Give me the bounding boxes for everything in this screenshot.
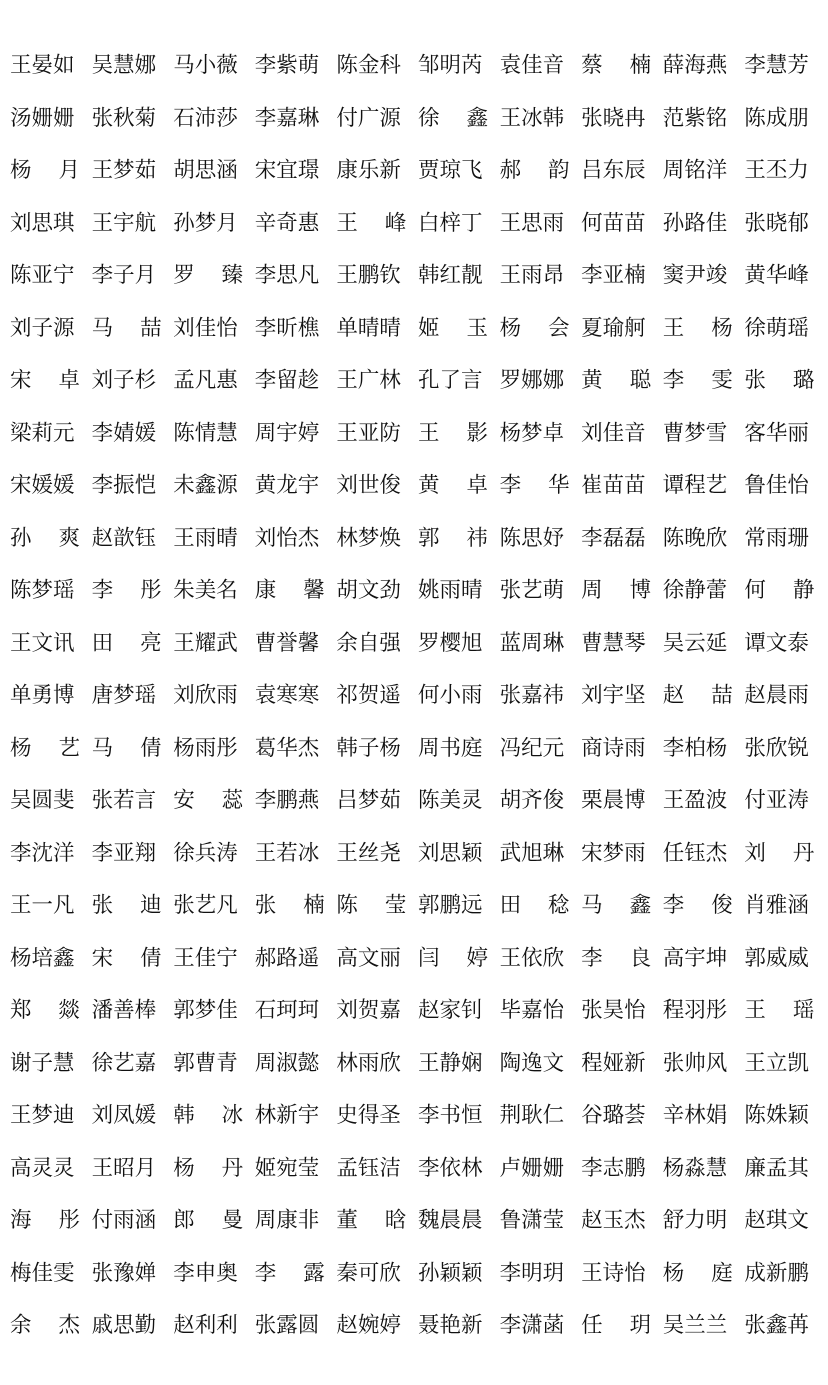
name-cell: 吕梦茹 <box>336 788 401 813</box>
name-cell: 李磊磊 <box>581 525 646 551</box>
name-cell: 陈晚欣 <box>662 525 728 551</box>
name-cell: 周康非 <box>254 1208 320 1233</box>
name-cell: 海彤 <box>10 1208 80 1233</box>
name-cell: 吴云延 <box>662 630 728 656</box>
name-cell: 孙梦月 <box>173 210 238 236</box>
name-cell: 陈梦瑶 <box>10 578 75 603</box>
name-cell: 白梓丁 <box>417 210 483 236</box>
name-cell: 郭梦佳 <box>173 998 238 1023</box>
name-cell: 刘子源 <box>10 315 75 341</box>
name-cell: 唐梦瑶 <box>91 683 157 708</box>
name-cell: 孟凡惠 <box>173 368 238 393</box>
name-cell: 辛奇惠 <box>254 210 320 236</box>
name-cell: 黄龙宇 <box>254 473 320 498</box>
name-cell: 谭文泰 <box>744 630 809 656</box>
name-cell: 闫婷 <box>417 945 488 971</box>
name-cell: 吴兰兰 <box>662 1313 728 1338</box>
name-cell: 李紫萌 <box>254 53 320 78</box>
name-cell: 徐艺嘉 <box>91 1050 157 1076</box>
name-cell: 罗娜娜 <box>499 368 565 393</box>
name-cell: 李亚楠 <box>581 263 646 288</box>
name-cell: 陈姝颖 <box>744 1103 809 1128</box>
name-cell: 聂艳新 <box>417 1313 483 1338</box>
name-cell: 王思雨 <box>499 210 565 236</box>
name-cell: 成新鹏 <box>744 1260 809 1286</box>
name-cell: 安蕊 <box>173 788 244 813</box>
name-cell: 郑燚 <box>10 998 80 1023</box>
name-cell: 卢姗姗 <box>499 1155 565 1181</box>
name-cell: 王佳宁 <box>173 945 238 971</box>
name-cell: 康乐新 <box>336 158 401 183</box>
name-cell: 李彤 <box>91 578 162 603</box>
name-cell: 梅佳雯 <box>10 1260 75 1286</box>
name-cell: 李婧媛 <box>91 420 157 446</box>
name-cell: 李露 <box>254 1260 325 1286</box>
name-cell: 宋卓 <box>10 368 80 393</box>
name-cell: 林梦焕 <box>336 525 401 551</box>
name-cell: 曹梦雪 <box>662 420 728 446</box>
name-cell: 王杨 <box>662 315 733 341</box>
name-cell: 李华 <box>499 473 570 498</box>
name-cell: 单勇博 <box>10 683 75 708</box>
name-cell: 李依林 <box>417 1155 483 1181</box>
name-cell: 李沈洋 <box>10 840 75 866</box>
name-cell: 王雨昂 <box>499 263 565 288</box>
name-cell: 张楠 <box>254 893 325 918</box>
name-cell: 孙颖颖 <box>417 1260 483 1286</box>
name-cell: 张豫婵 <box>91 1260 157 1286</box>
name-cell: 张秋菊 <box>91 105 157 131</box>
name-cell: 任玥 <box>581 1313 652 1338</box>
name-cell: 王若冰 <box>254 840 320 866</box>
name-cell: 姬玉 <box>417 315 488 341</box>
name-cell: 未鑫源 <box>173 473 238 498</box>
name-cell: 李鹏燕 <box>254 788 320 813</box>
name-cell: 吴圆斐 <box>10 788 75 813</box>
name-cell: 李思凡 <box>254 263 320 288</box>
name-cell: 薛海燕 <box>662 53 728 78</box>
name-cell: 戚思勤 <box>91 1313 157 1338</box>
name-cell: 付雨涵 <box>91 1208 157 1233</box>
name-cell: 赵歆钰 <box>91 525 157 551</box>
name-cell: 郝韵 <box>499 158 570 183</box>
name-cell: 徐兵涛 <box>173 840 238 866</box>
name-cell: 石沛莎 <box>173 105 238 131</box>
name-cell: 张露圆 <box>254 1313 320 1338</box>
name-cell: 张嘉祎 <box>499 683 565 708</box>
name-cell: 任钰杰 <box>662 840 728 866</box>
name-cell: 刘凤媛 <box>91 1103 157 1128</box>
name-cell: 舒力明 <box>662 1208 728 1233</box>
name-cell: 刘佳音 <box>581 420 646 446</box>
name-cell: 李潇菡 <box>499 1313 565 1338</box>
name-cell: 杨月 <box>10 158 80 183</box>
name-cell: 陶逸文 <box>499 1050 565 1076</box>
name-cell: 商诗雨 <box>581 735 646 761</box>
name-cell: 张晓郁 <box>744 210 809 236</box>
name-cell: 贾琼飞 <box>417 158 483 183</box>
name-cell: 陈美灵 <box>417 788 483 813</box>
name-cell: 郭曹青 <box>173 1050 238 1076</box>
name-cell: 张鑫苒 <box>744 1313 809 1338</box>
name-cell: 王瑶 <box>744 998 815 1023</box>
name-cell: 孔了言 <box>417 368 483 393</box>
name-cell: 杨梦卓 <box>499 420 565 446</box>
name-cell: 罗樱旭 <box>417 630 483 656</box>
name-cell: 姬宛莹 <box>254 1155 320 1181</box>
name-cell: 高文丽 <box>336 945 401 971</box>
name-cell: 邹明芮 <box>417 53 483 78</box>
name-cell: 李书恒 <box>417 1103 483 1128</box>
name-cell: 张若言 <box>91 788 157 813</box>
name-cell: 王亚防 <box>336 420 401 446</box>
name-cell: 王依欣 <box>499 945 565 971</box>
name-cell: 鲁潇莹 <box>499 1208 565 1233</box>
name-cell: 付亚涛 <box>744 788 809 813</box>
name-cell: 李亚翔 <box>91 840 157 866</box>
name-cell: 蓝周琳 <box>499 630 565 656</box>
name-cell: 王宇航 <box>91 210 157 236</box>
name-cell: 陈金科 <box>336 53 401 78</box>
name-cell: 张艺凡 <box>173 893 238 918</box>
name-cell: 刘贺嘉 <box>336 998 401 1023</box>
name-cell: 王广林 <box>336 368 401 393</box>
name-cell: 李慧芳 <box>744 53 809 78</box>
name-cell: 林雨欣 <box>336 1050 401 1076</box>
name-cell: 王盈波 <box>662 788 728 813</box>
name-cell: 陈莹 <box>336 893 407 918</box>
name-cell: 余杰 <box>10 1313 80 1338</box>
name-cell: 宋宜璟 <box>254 158 320 183</box>
name-cell: 朱美名 <box>173 578 238 603</box>
name-cell: 田亮 <box>91 630 162 656</box>
name-cell: 徐萌瑶 <box>744 315 809 341</box>
name-cell: 林新宇 <box>254 1103 320 1128</box>
name-cell: 李志鹏 <box>581 1155 646 1181</box>
name-cell: 李振恺 <box>91 473 157 498</box>
name-cell: 李柏杨 <box>662 735 728 761</box>
name-cell: 付广源 <box>336 105 401 131</box>
name-cell: 鲁佳怡 <box>744 473 809 498</box>
name-cell: 刘世俊 <box>336 473 401 498</box>
name-cell: 肖雅涵 <box>744 893 809 918</box>
name-cell: 马小薇 <box>173 53 238 78</box>
name-cell: 周淑懿 <box>254 1050 320 1076</box>
name-cell: 栗晨博 <box>581 788 646 813</box>
name-cell: 刘怡杰 <box>254 525 320 551</box>
name-cell: 孙路佳 <box>662 210 728 236</box>
name-cell: 王梦迪 <box>10 1103 75 1128</box>
name-cell: 祁贺遥 <box>336 683 401 708</box>
name-cell: 王诗怡 <box>581 1260 646 1286</box>
name-cell: 周博 <box>581 578 652 603</box>
name-cell: 黄卓 <box>417 473 488 498</box>
name-cell: 马倩 <box>91 735 162 761</box>
name-cell: 徐鑫 <box>417 105 488 131</box>
name-cell: 史得圣 <box>336 1103 401 1128</box>
name-cell: 王静娴 <box>417 1050 483 1076</box>
name-cell: 刘思颖 <box>417 840 483 866</box>
name-cell: 王一凡 <box>10 893 75 918</box>
name-cell: 杨艺 <box>10 735 80 761</box>
name-cell: 谷璐荟 <box>581 1103 646 1128</box>
name-cell: 张艺萌 <box>499 578 565 603</box>
name-cell: 王丝尧 <box>336 840 401 866</box>
name-cell: 程娅新 <box>581 1050 646 1076</box>
name-cell: 刘丹 <box>744 840 815 866</box>
name-cell: 李良 <box>581 945 652 971</box>
name-cell: 魏晨晨 <box>417 1208 483 1233</box>
name-cell: 杨丹 <box>173 1155 244 1181</box>
name-cell: 罗臻 <box>173 263 244 288</box>
name-cell: 余自强 <box>336 630 401 656</box>
name-cell: 郎曼 <box>173 1208 244 1233</box>
name-cell: 李雯 <box>662 368 733 393</box>
name-cell: 杨雨彤 <box>173 735 238 761</box>
name-cell: 韩子杨 <box>336 735 401 761</box>
name-cell: 韩红靓 <box>417 263 483 288</box>
name-cell: 李申奥 <box>173 1260 238 1286</box>
name-cell: 王丕力 <box>744 158 809 183</box>
name-cell: 胡齐俊 <box>499 788 565 813</box>
name-cell: 窦尹竣 <box>662 263 728 288</box>
name-cell: 赵晨雨 <box>744 683 809 708</box>
name-cell: 高宇坤 <box>662 945 728 971</box>
name-cell: 刘宇坚 <box>581 683 646 708</box>
name-cell: 蔡楠 <box>581 53 652 78</box>
name-cell: 袁寒寒 <box>254 683 320 708</box>
name-cell: 郭鹏远 <box>417 893 483 918</box>
name-cell: 张昊怡 <box>581 998 646 1023</box>
name-cell: 王耀武 <box>173 630 238 656</box>
name-cell: 张迪 <box>91 893 162 918</box>
name-cell: 马喆 <box>91 315 162 341</box>
name-cell: 王梦茹 <box>91 158 157 183</box>
name-cell: 王立凯 <box>744 1050 809 1076</box>
name-cell: 何苗苗 <box>581 210 646 236</box>
name-cell: 李昕樵 <box>254 315 320 341</box>
name-cell: 陈情慧 <box>173 420 238 446</box>
name-cell: 赵家钊 <box>417 998 483 1023</box>
name-cell: 陈成朋 <box>744 105 809 131</box>
name-cell: 潘善棒 <box>91 998 157 1023</box>
name-cell: 曹誉馨 <box>254 630 320 656</box>
name-cell: 赵玉杰 <box>581 1208 646 1233</box>
name-cell: 徐静蕾 <box>662 578 728 603</box>
name-cell: 宋倩 <box>91 945 162 971</box>
name-cell: 宋梦雨 <box>581 840 646 866</box>
name-cell: 何小雨 <box>417 683 483 708</box>
name-cell: 王鹏钦 <box>336 263 401 288</box>
name-cell: 陈亚宁 <box>10 263 75 288</box>
name-cell: 秦可欣 <box>336 1260 401 1286</box>
name-cell: 李嘉琳 <box>254 105 320 131</box>
name-cell: 康馨 <box>254 578 325 603</box>
name-cell: 汤姗姗 <box>10 105 75 131</box>
name-cell: 梁莉元 <box>10 420 75 446</box>
name-cell: 辛林娟 <box>662 1103 728 1128</box>
name-cell: 刘欣雨 <box>173 683 238 708</box>
name-cell: 张晓冉 <box>581 105 646 131</box>
name-cell: 谭程艺 <box>662 473 728 498</box>
name-cell: 张帅风 <box>662 1050 728 1076</box>
name-cell: 荆耿仁 <box>499 1103 565 1128</box>
name-cell: 单晴晴 <box>336 315 401 341</box>
name-cell: 吕东辰 <box>581 158 646 183</box>
name-cell: 宋媛媛 <box>10 473 75 498</box>
name-cell: 袁佳音 <box>499 53 565 78</box>
name-cell: 刘子杉 <box>91 368 157 393</box>
name-cell: 孙爽 <box>10 525 80 551</box>
name-cell: 曹慧琴 <box>581 630 646 656</box>
name-cell: 周书庭 <box>417 735 483 761</box>
name-cell: 王影 <box>417 420 488 446</box>
name-cell: 毕嘉怡 <box>499 998 565 1023</box>
name-cell: 胡文劲 <box>336 578 401 603</box>
name-cell: 赵利利 <box>173 1313 238 1338</box>
name-cell: 崔苗苗 <box>581 473 646 498</box>
name-cell: 王雨晴 <box>173 525 238 551</box>
name-cell: 王冰韩 <box>499 105 565 131</box>
name-cell: 李俊 <box>662 893 733 918</box>
name-cell: 胡思涵 <box>173 158 238 183</box>
name-list-grid <box>10 40 820 1353</box>
name-cell: 马鑫 <box>581 893 652 918</box>
name-cell: 石珂珂 <box>254 998 320 1023</box>
name-cell: 杨庭 <box>662 1260 733 1286</box>
name-cell: 杨会 <box>499 315 570 341</box>
name-cell: 姚雨晴 <box>417 578 483 603</box>
name-cell: 王文讯 <box>10 630 75 656</box>
name-cell: 黄聪 <box>581 368 652 393</box>
name-cell: 郭威威 <box>744 945 809 971</box>
name-cell: 王昭月 <box>91 1155 157 1181</box>
name-cell: 刘佳怡 <box>173 315 238 341</box>
name-cell: 韩冰 <box>173 1103 244 1128</box>
name-cell: 客华丽 <box>744 420 809 446</box>
name-cell: 周宇婷 <box>254 420 320 446</box>
name-cell: 黄华峰 <box>744 263 809 288</box>
name-cell: 张璐 <box>744 368 815 393</box>
name-cell: 张欣锐 <box>744 735 809 761</box>
name-cell: 李留趁 <box>254 368 320 393</box>
name-cell: 郝路遥 <box>254 945 320 971</box>
name-cell: 谢子慧 <box>10 1050 75 1076</box>
name-cell: 王晏如 <box>10 53 75 78</box>
name-cell: 赵琪文 <box>744 1208 809 1233</box>
name-cell: 陈思妤 <box>499 525 565 551</box>
name-cell: 武旭琳 <box>499 840 565 866</box>
name-cell: 高灵灵 <box>10 1155 75 1181</box>
name-cell: 程羽彤 <box>662 998 728 1023</box>
name-cell: 周铭洋 <box>662 158 728 183</box>
name-cell: 何静 <box>744 578 815 603</box>
name-cell: 王峰 <box>336 210 407 236</box>
name-cell: 夏瑜舸 <box>581 315 646 341</box>
name-cell: 范紫铭 <box>662 105 728 131</box>
name-cell: 李子月 <box>91 263 157 288</box>
name-cell: 冯纪元 <box>499 735 565 761</box>
name-cell: 葛华杰 <box>254 735 320 761</box>
name-cell: 常雨珊 <box>744 525 809 551</box>
name-cell: 杨淼慧 <box>662 1155 728 1181</box>
name-cell: 董晗 <box>336 1208 407 1233</box>
name-cell: 田稔 <box>499 893 570 918</box>
name-cell: 赵婉婷 <box>336 1313 401 1338</box>
name-cell: 杨培鑫 <box>10 945 75 971</box>
name-cell: 廉孟其 <box>744 1155 809 1181</box>
name-cell: 吴慧娜 <box>91 53 157 78</box>
name-cell: 郭祎 <box>417 525 488 551</box>
name-cell: 刘思琪 <box>10 210 75 236</box>
name-cell: 孟钰洁 <box>336 1155 401 1181</box>
name-cell: 李明玥 <box>499 1260 565 1286</box>
name-cell: 赵喆 <box>662 683 733 708</box>
